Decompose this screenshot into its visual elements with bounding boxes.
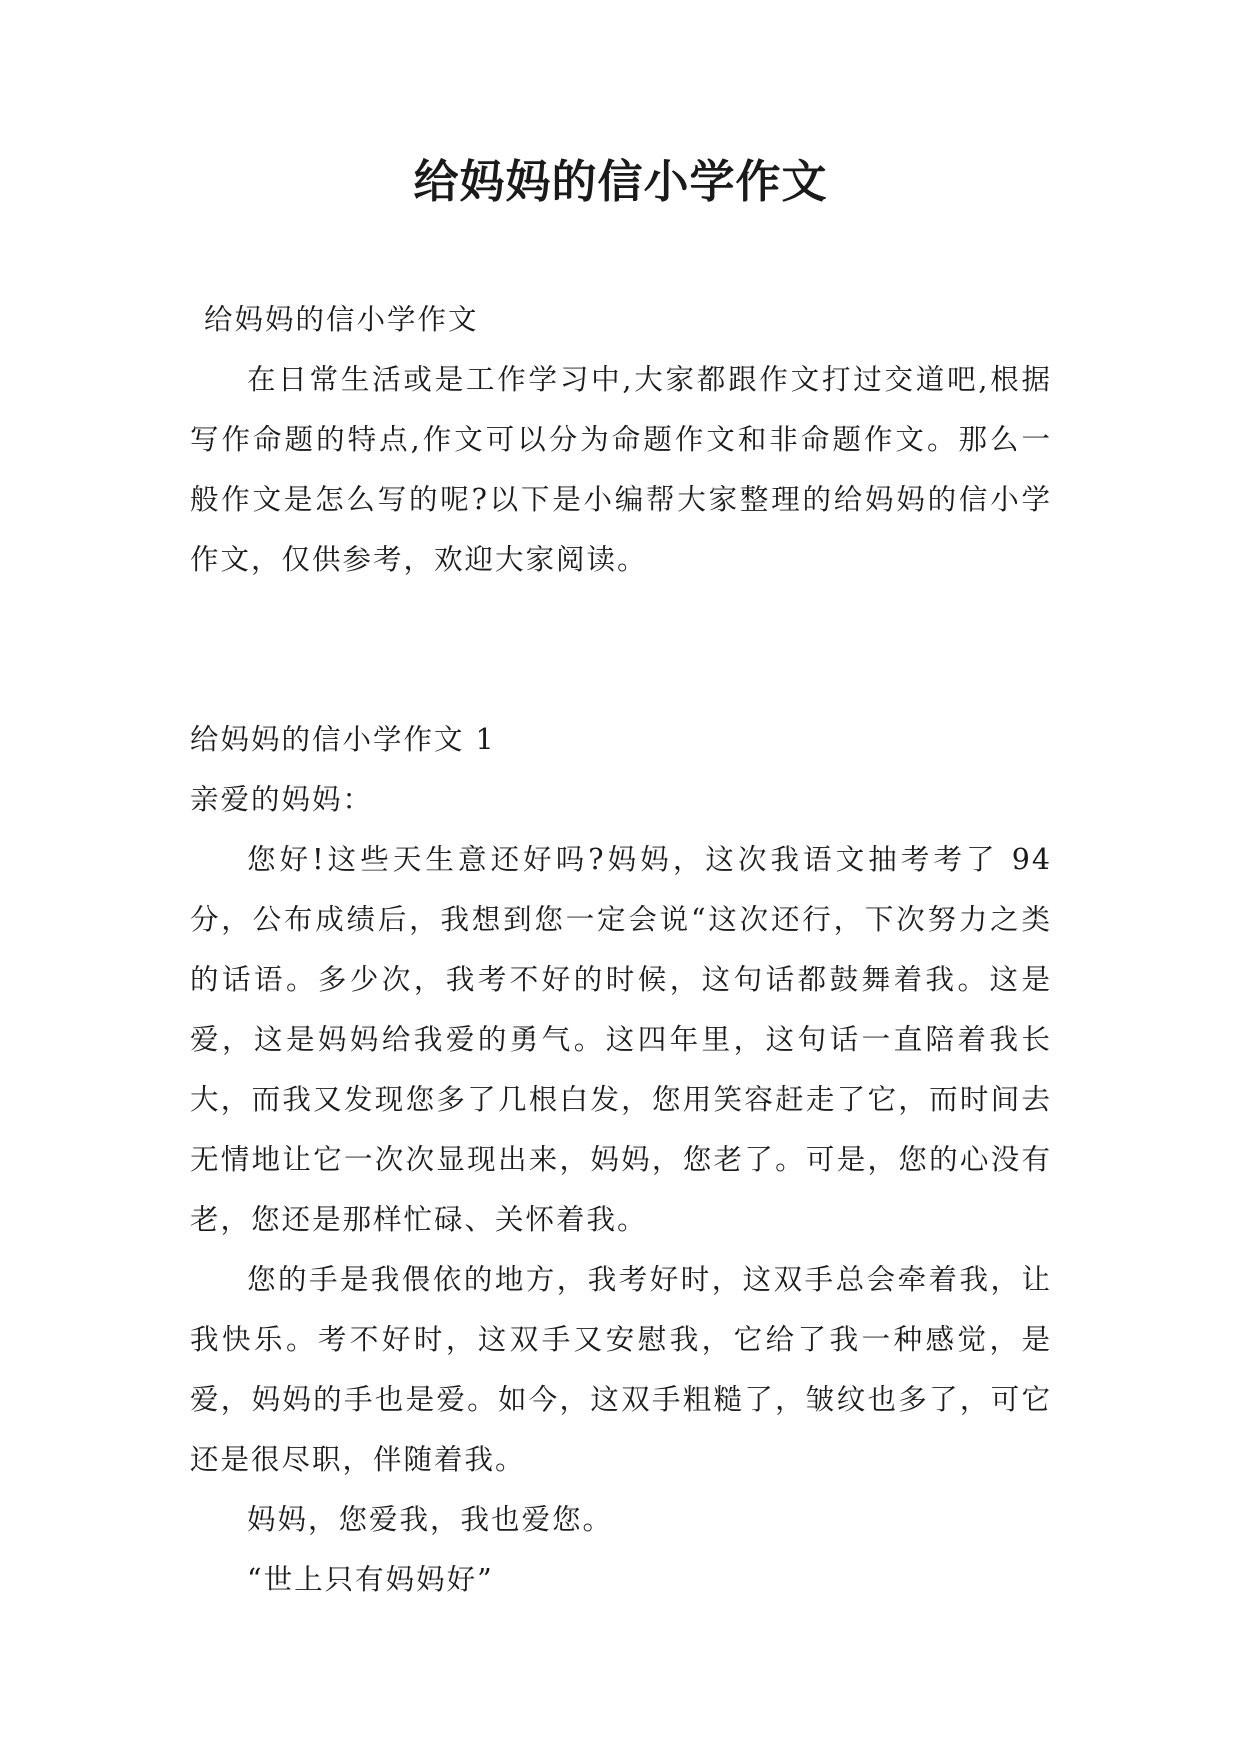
document-body	[190, 290, 1052, 1610]
section-spacer	[190, 590, 1052, 710]
letter-paragraph-2: 您的手是我偎依的地方，我考好时，这双手总会牵着我，让我快乐。考不好时，这双手又安慰我，它给了我一种感觉，是爱，妈妈的手也是爱。如今，这双手粗糙了，皱纹也多了，可它还是很尽职，伴随着我。	[190, 1263, 1052, 1476]
letter-paragraph-4: “世上只有妈妈好”	[247, 1563, 494, 1596]
letter-salutation: 亲爱的妈妈：	[190, 783, 374, 816]
intro-paragraph: 在日常生活或是工作学习中,大家都跟作文打过交道吧,根据写作命题的特点,作文可以分为命题作文和非命题作文。那么一般作文是怎么写的呢?以下是小编帮大家整理的给妈妈的信小学作文，仅供参考，欢迎大家阅读。	[190, 363, 1052, 576]
intro-heading: 给妈妈的信小学作文	[204, 303, 479, 336]
section-heading: 给妈妈的信小学作文 1	[190, 723, 496, 756]
letter-paragraph-3: 妈妈，您爱我，我也爱您。	[247, 1503, 614, 1536]
document-title: 给妈妈的信小学作文	[413, 155, 828, 208]
letter-paragraph-1: 您好!这些天生意还好吗?妈妈，这次我语文抽考考了 94 分，公布成绩后，我想到您一定会说“这次还行，下次努力之类的话语。多少次，我考不好的时候，这句话都鼓舞着我。这是爱，这是妈妈给我爱的勇气。这四年里，这句话一直陪着我长大，而我又发现您多了几根白发，您用笑容赶走了它，而时间去无情地让它一次次显现出来，妈妈，您老了。可是，您的心没有老，您还是那样忙碌、关怀着我。	[190, 843, 1052, 1236]
